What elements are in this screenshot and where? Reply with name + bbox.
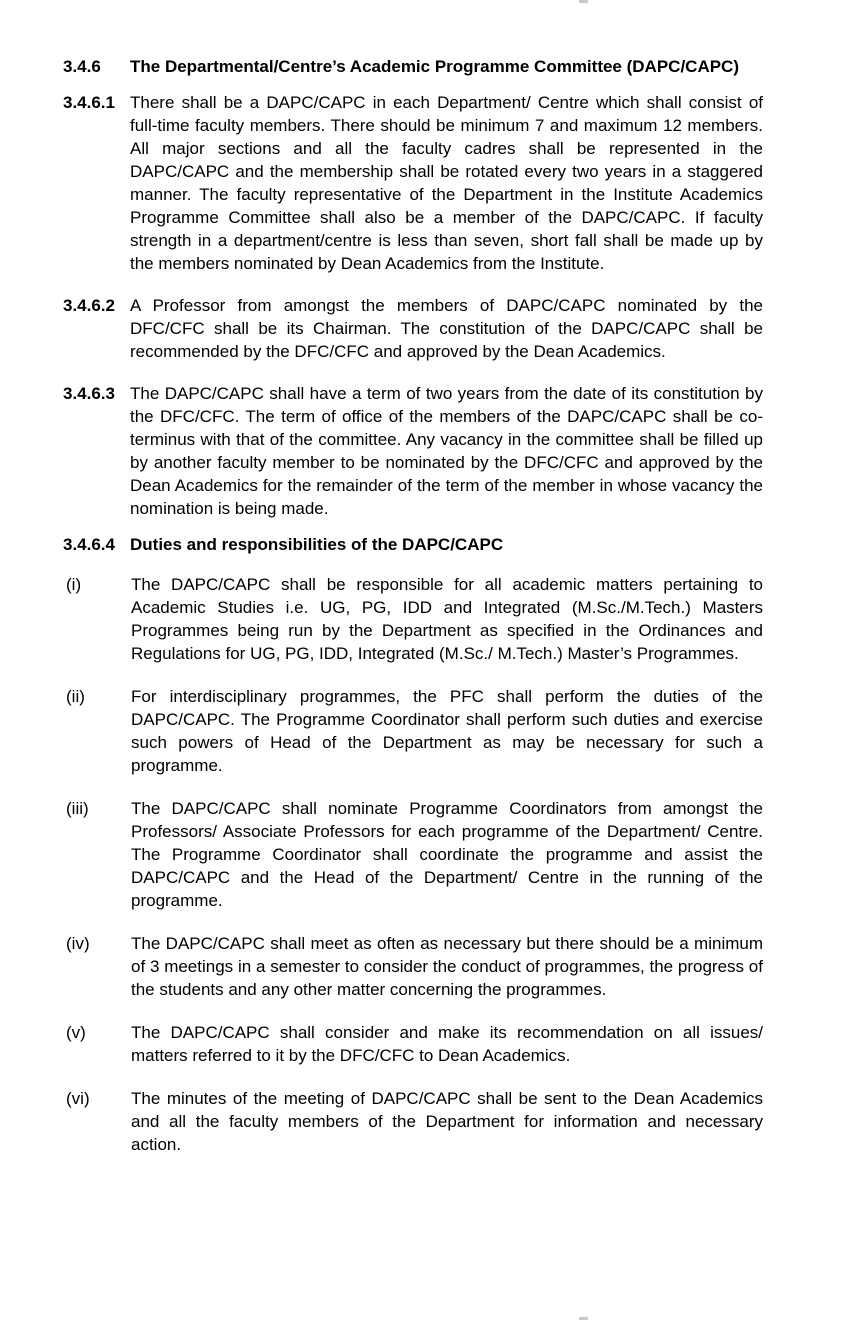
paragraph-3-4-6-1 <box>63 91 763 275</box>
list-item-text: For interdisciplinary programmes, the PFC shall perform the duties of the DAPC/CAPC. The Programme Coordinator shall perform such duties and exercise such powers of Head of the Department as may be necessary for such a programme. <box>131 687 763 775</box>
page-crop-artifact-top <box>579 0 588 3</box>
paragraph-3-4-6-2 <box>63 294 763 363</box>
list-item-iv <box>63 932 763 1001</box>
list-marker: (ii) <box>66 687 85 706</box>
document-content <box>63 55 763 1156</box>
list-item-v <box>63 1021 763 1067</box>
list-marker: (vi) <box>66 1089 90 1108</box>
list-item-i <box>63 573 763 665</box>
clause-number: 3.4.6.2 <box>63 296 115 315</box>
list-item-iii <box>63 797 763 912</box>
duties-list <box>63 573 763 1156</box>
section-title: Duties and responsibilities of the DAPC/CAPC <box>130 535 504 554</box>
list-item-text: The DAPC/CAPC shall nominate Programme Coordinators from amongst the Professors/ Associate Professors for each programme of the Department/ Centre. The Programme Coordinator shall coordinate the programme and assist the DAPC/CAPC and the Head of the Department/ Centre in the running of the programme. <box>131 799 763 910</box>
paragraph-3-4-6-3 <box>63 382 763 520</box>
list-item-text: The DAPC/CAPC shall meet as often as necessary but there should be a minimum of 3 meetings in a semester to consider the conduct of programmes, the progress of the students and any other matter concerning the programmes. <box>131 934 763 999</box>
list-marker: (iv) <box>66 934 90 953</box>
section-number: 3.4.6 <box>63 57 101 76</box>
section-heading-3-4-6 <box>63 55 763 78</box>
clause-text: There shall be a DAPC/CAPC in each Department/ Centre which shall consist of full-time faculty members. There should be minimum 7 and maximum 12 members. All major sections and all the faculty cadres shall be represented in the DAPC/CAPC and the membership shall be rotated every two years in a staggered manner. The faculty representative of the Department in the Institute Academics Programme Committee shall also be a member of the DAPC/CAPC. If faculty strength in a department/centre is less than seven, short fall shall be made up by the members nominated by Dean Academics from the Institute. <box>130 93 763 273</box>
list-marker: (v) <box>66 1023 86 1042</box>
list-marker: (i) <box>66 575 82 594</box>
section-heading-3-4-6-4 <box>63 533 763 556</box>
list-item-vi <box>63 1087 763 1156</box>
list-item-ii <box>63 685 763 777</box>
clause-number: 3.4.6.3 <box>63 384 115 403</box>
section-title: The Departmental/Centre’s Academic Programme Committee (DAPC/CAPC) <box>130 57 739 76</box>
clause-text: A Professor from amongst the members of DAPC/CAPC nominated by the DFC/CFC shall be its Chairman. The constitution of the DAPC/CAPC shall be recommended by the DFC/CFC and approved by the Dean Academics. <box>130 296 763 361</box>
clause-text: The DAPC/CAPC shall have a term of two years from the date of its constitution by the DFC/CFC. The term of office of the members of the DAPC/CAPC shall be co-terminus with that of the committee. Any vacancy in the committee shall be filled up by another faculty member to be nominated by the DFC/CFC and approved by the Dean Academics for the remainder of the term of the member in whose vacancy the nomination is being made. <box>130 384 763 518</box>
clause-number: 3.4.6.1 <box>63 93 115 112</box>
list-item-text: The DAPC/CAPC shall consider and make its recommendation on all issues/ matters referred to it by the DFC/CFC to Dean Academics. <box>131 1023 763 1065</box>
section-number: 3.4.6.4 <box>63 535 115 554</box>
list-item-text: The minutes of the meeting of DAPC/CAPC shall be sent to the Dean Academics and all the faculty members of the Department for information and necessary action. <box>131 1089 763 1154</box>
list-item-text: The DAPC/CAPC shall be responsible for all academic matters pertaining to Academic Studies i.e. UG, PG, IDD and Integrated (M.Sc./M.Tech.) Masters Programmes being run by the Department as specified in the Ordinances and Regulations for UG, PG, IDD, Integrated (M.Sc./ M.Tech.) Master’s Programmes. <box>131 575 763 663</box>
list-marker: (iii) <box>66 799 89 818</box>
